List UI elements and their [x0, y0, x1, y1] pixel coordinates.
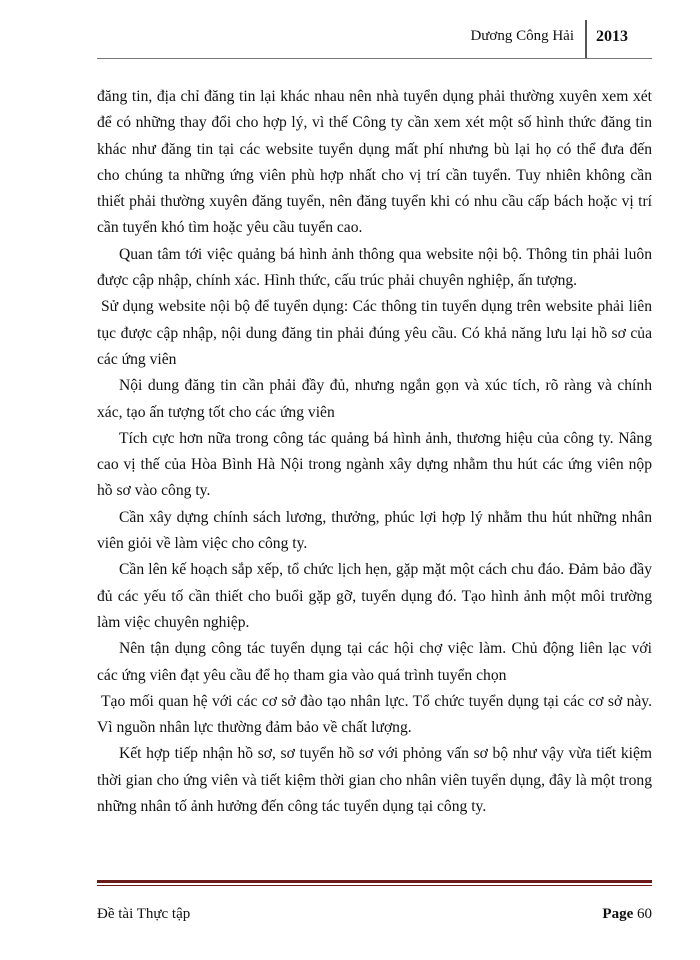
paragraph: Sử dụng website nội bộ để tuyển dụng: Các thông tin tuyển dụng trên website phải liên tục được cập nhập, nội dung đăng tin phải đúng yêu cầu. Có khả năng lưu lại hồ sơ của các ứng viên: [97, 298, 652, 368]
header-author: Dương Công Hải: [470, 28, 574, 44]
paragraph: Tạo mối quan hệ với các cơ sở đào tạo nhân lực. Tổ chức tuyển dụng tại các cơ sở này. Vì nguồn nhân lực thường đảm bảo về chất lượng.: [97, 692, 652, 737]
header-year: 2013: [596, 28, 628, 45]
paragraph: Nên tận dụng công tác tuyển dụng tại các hội chợ việc làm. Chủ động liên lạc với các ứng viên đạt yêu cầu để họ tham gia vào quá trình tuyển chọn: [97, 640, 652, 684]
footer-page-label: Page: [602, 906, 634, 922]
document-body: [97, 84, 652, 820]
footer-page-number: 60: [637, 906, 652, 922]
page-footer: [97, 906, 652, 926]
paragraph: Cần lên kế hoạch sắp xếp, tổ chức lịch hẹn, gặp mặt một cách chu đáo. Đảm bảo đầy đủ các yếu tố cần thiết cho buổi gặp gỡ, tuyển dụng đó. Tạo hình ảnh một môi trường làm việc chuyên nghiệp.: [97, 561, 652, 631]
page-header: [430, 20, 658, 58]
header-rule: [97, 58, 652, 59]
paragraph: Kết hợp tiếp nhận hồ sơ, sơ tuyển hồ sơ với phỏng vấn sơ bộ như vậy vừa tiết kiệm thời gian cho ứng viên và tiết kiệm thời gian cho nhân viên tuyển dụng, đây là một trong những nhân tố ảnh hưởng đến công tác tuyển dụng tại công ty.: [97, 745, 652, 816]
paragraph: đăng tin, địa chỉ đăng tin lại khác nhau nên nhà tuyển dụng phải thường xuyên xem xét để có những thay đổi cho hợp lý, vì thế Công ty cần xem xét một số hình thức đăng tin khác như đăng tin tại các website tuyển dụng mất phí nhưng bù lại họ có thể đưa đến cho chúng ta những ứng viên phù hợp nhất cho vị trí cần tuyển. Tuy nhiên không cần thiết phải thường xuyên đăng tuyển, nên đăng tuyển khi có nhu cầu cấp bách hoặc vị trí cần tuyển khó tìm hoặc yêu cầu tuyển cao.: [97, 88, 652, 237]
paragraph: Tích cực hơn nữa trong công tác quảng bá hình ảnh, thương hiệu của công ty. Nâng cao vị thế của Hòa Bình Hà Nội trong ngành xây dựng nhằm thu hút các ứng viên nộp hồ sơ vào công ty.: [97, 429, 652, 500]
footer-page: [602, 906, 652, 923]
footer-title: Đề tài Thực tập: [97, 906, 191, 922]
header-separator: [585, 20, 587, 58]
paragraph: Cần xây dựng chính sách lương, thưởng, phúc lợi hợp lý nhằm thu hút những nhân viên giỏi về làm việc cho công ty.: [97, 508, 652, 553]
paragraph: Nội dung đăng tin cần phải đầy đủ, nhưng ngắn gọn và xúc tích, rõ ràng và chính xác, tạo ấn tượng tốt cho các ứng viên: [97, 377, 652, 421]
footer-rule: [97, 880, 652, 886]
paragraph: Quan tâm tới việc quảng bá hình ảnh thông qua website nội bộ. Thông tin phải luôn được cập nhập, chính xác. Hình thức, cấu trúc phải chuyên nghiệp, ấn tượng.: [97, 245, 652, 290]
